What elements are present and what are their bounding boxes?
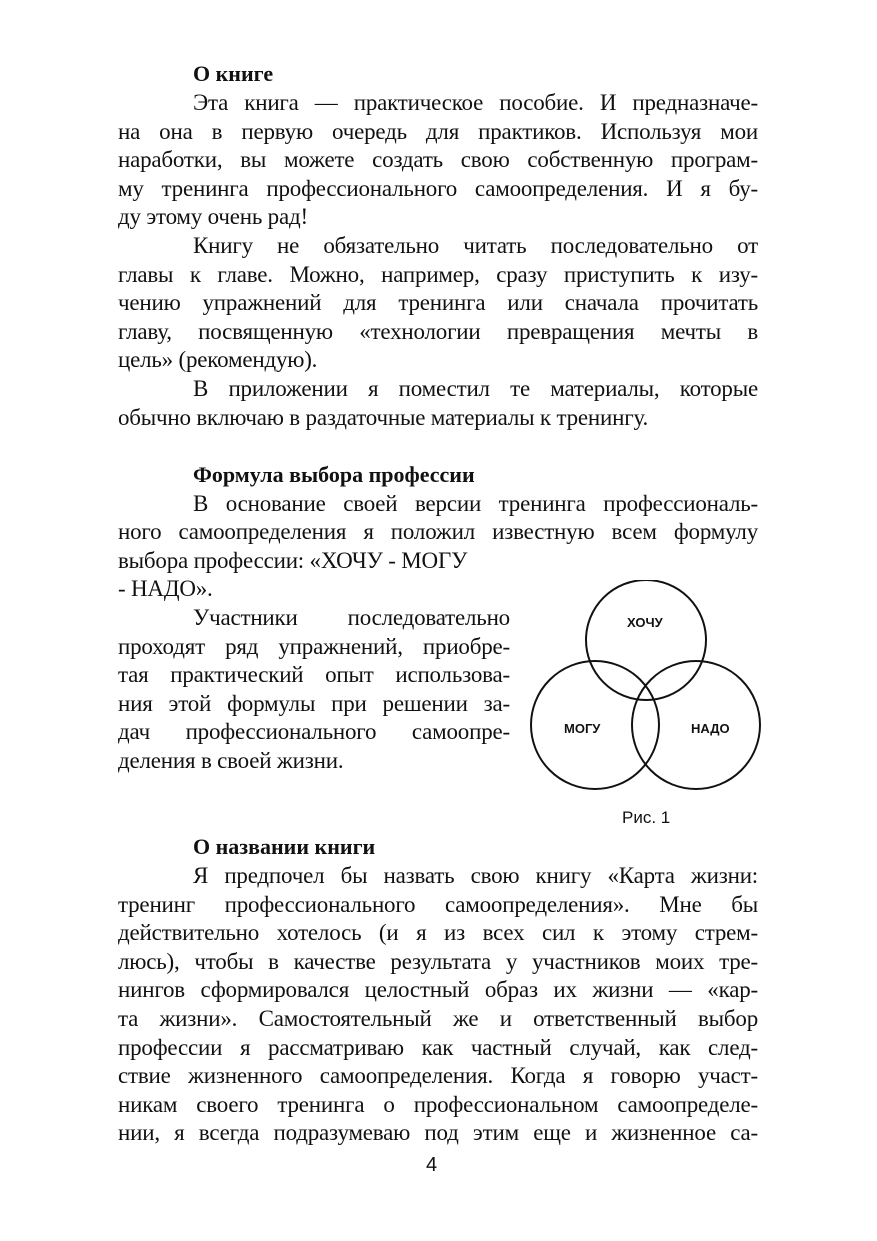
text-line: выбора профессии: «ХОЧУ - МОГУ [118,548,468,573]
text-line: дач профессионального самоопре- [118,719,510,744]
text-line: Эта книга — практическое пособие. И предназначе- [193,90,758,115]
text-line: му тренинга профессионального самоопределения. И я бу- [118,176,758,201]
text-line: В приложении я поместил те материалы, которые [193,376,758,401]
venn-label-must: НАДО [691,721,730,736]
section-heading-formula: Формула выбора профессии [193,462,475,487]
text-line: Книгу не обязательно читать последовательно от [193,233,758,258]
text-line: главы к главе. Можно, например, сразу приступить к изу- [118,262,758,287]
figure-caption: Рис. 1 [622,808,671,827]
text-line: чению упражнений для тренинга или сначала прочитать [118,290,758,315]
text-line: нии, я всегда подразумеваю под этим еще и жизненное са- [118,1120,758,1145]
text-line: тая практический опыт использова- [118,662,510,687]
text-line: наработки, вы можете создать свою собственную програм- [118,147,758,172]
venn-label-want: ХОЧУ [627,615,663,630]
text-line: ния этой формулы при решении за- [118,691,510,716]
text-line: деления в своей жизни. [118,748,344,773]
text-line: цель» (рекомендую). [118,347,318,372]
venn-label-can: МОГУ [564,721,601,736]
text-line: люсь), чтобы в качестве результата у участников моих тре- [118,949,758,974]
text-line: нингов сформировался целостный образ их жизни — «кар- [118,977,758,1002]
text-line: на она в первую очередь для практиков. Используя мои [118,119,758,144]
text-line: Я предпочел бы назвать свою книгу «Карта жизни: [193,863,758,888]
page-number: 4 [426,1154,438,1176]
text-line: обычно включаю в раздаточные материалы к тренингу. [118,405,648,430]
text-line: никам своего тренинга о профессиональном самоопределе- [118,1092,758,1117]
text-line: ствие жизненного самоопределения. Когда я говорю участ- [118,1063,758,1088]
text-line: В основание своей версии тренинга профессиональ- [193,491,758,516]
text-line: та жизни». Самостоятельный же и ответственный выбор [118,1006,758,1031]
text-line: тренинг профессионального самоопределения». Мне бы [118,892,758,917]
text-line: действительно хотелось (и я из всех сил к этому стрем- [118,920,758,945]
text-line: главу, посвященную «технологии превращения мечты в [118,319,758,344]
venn-diagram-figure [528,580,764,830]
section-heading-book-title: О названии книги [193,834,376,859]
text-line: ного самоопределения я положил известную всем формулу [118,519,758,544]
text-line: - НАДО». [118,576,213,601]
text-line: ду этому очень рад! [118,204,308,229]
text-line: Участники последовательно [193,605,510,630]
circle-want [586,580,706,700]
text-line: профессии я рассматриваю как частный случай, как след- [118,1035,758,1060]
text-line: проходят ряд упражнений, приобре- [118,634,510,659]
section-heading-about-book: О книге [193,61,274,86]
